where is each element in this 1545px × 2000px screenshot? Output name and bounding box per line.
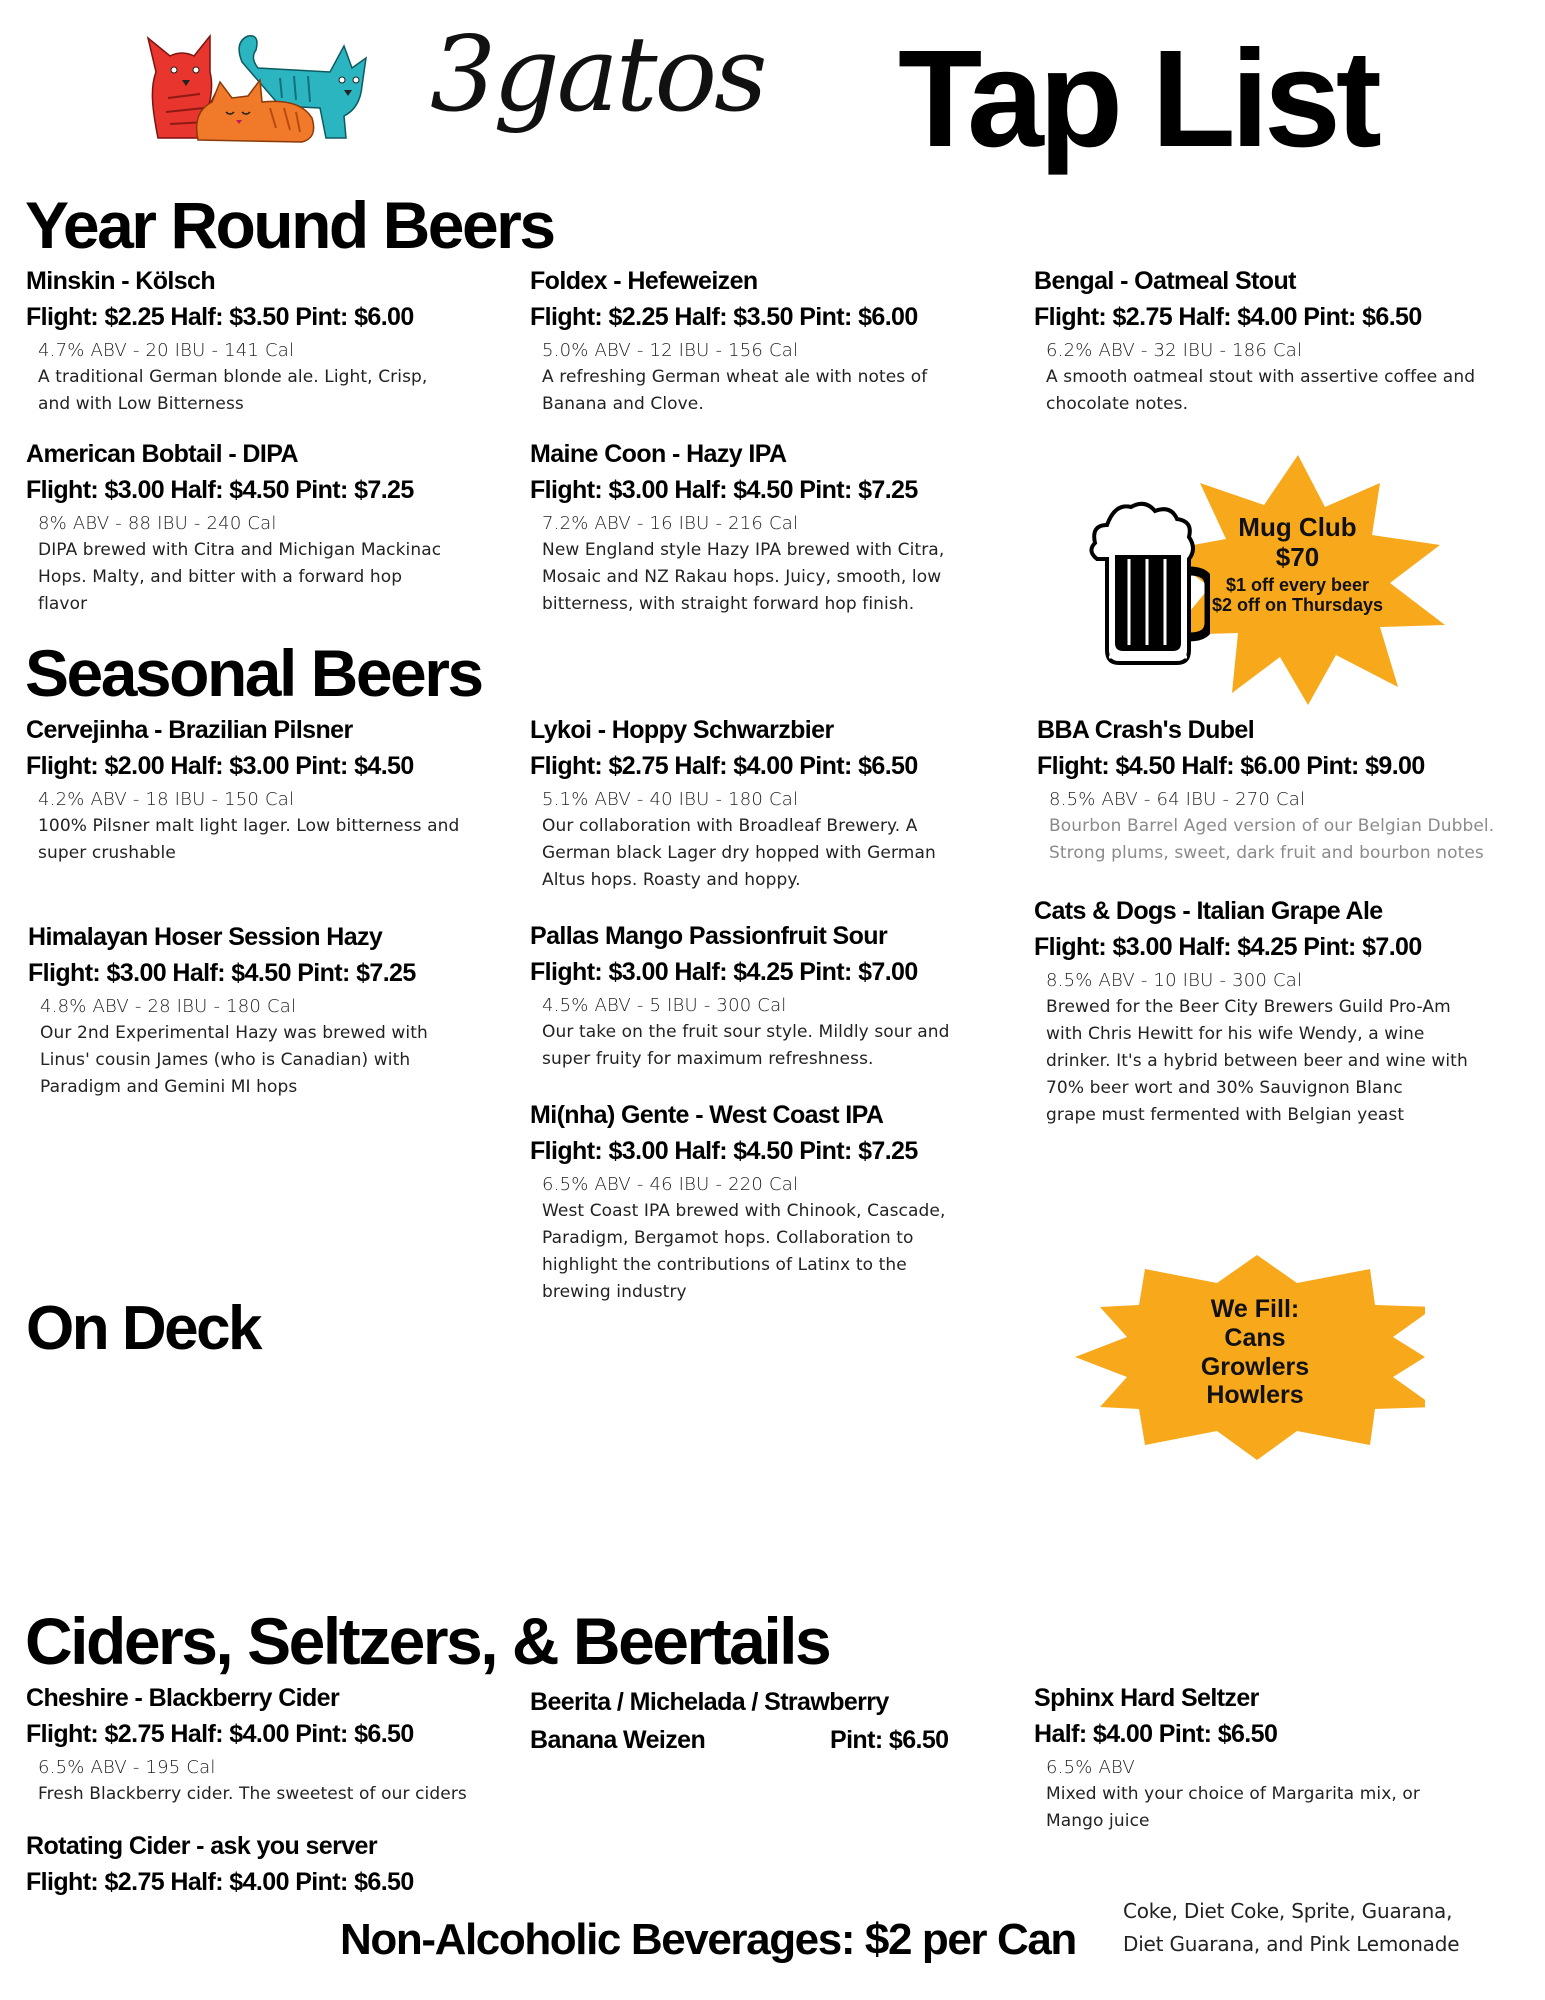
beer-prices: Flight: $2.25 Half: $3.50 Pint: $6.00 bbox=[26, 303, 414, 331]
beer-description bbox=[530, 1198, 1020, 1306]
we-fill-item: Cans bbox=[1224, 1323, 1286, 1352]
mug-club-perk: $1 off every beer bbox=[1225, 574, 1370, 595]
desc-line: grape must fermented with Belgian yeast bbox=[1046, 1105, 1405, 1125]
beer-description bbox=[530, 1019, 1020, 1073]
beer-stats: 5.1% ABV - 40 IBU - 180 Cal bbox=[542, 789, 799, 810]
beer-description bbox=[26, 813, 516, 867]
desc-line: DIPA brewed with Citra and Michigan Mackinac bbox=[38, 540, 442, 560]
seltzer-stats: 6.5% ABV bbox=[1046, 1757, 1135, 1778]
beer-item bbox=[26, 715, 526, 867]
mug-club-title: Mug Club bbox=[1238, 512, 1357, 542]
beertails-price: Pint: $6.50 bbox=[830, 1726, 949, 1754]
beer-item bbox=[1034, 266, 1534, 418]
we-fill-item: Growlers bbox=[1200, 1352, 1310, 1381]
desc-line: Mosaic and NZ Rakau hops. Juicy, smooth, low bbox=[542, 567, 942, 587]
cider-description bbox=[26, 1781, 516, 1808]
non-alcoholic-heading: Non-Alcoholic Beverages: $2 per Can bbox=[340, 1915, 1076, 1964]
cider-name: Rotating Cider - ask you server bbox=[26, 1832, 377, 1860]
na-list-line: Coke, Diet Coke, Sprite, Guarana, bbox=[1123, 1899, 1453, 1923]
beer-item bbox=[26, 439, 526, 618]
desc-line: Altus hops. Roasty and hoppy. bbox=[542, 870, 801, 890]
desc-line: Linus' cousin James (who is Canadian) with bbox=[40, 1050, 411, 1070]
desc-line: super fruity for maximum refreshness. bbox=[542, 1049, 874, 1069]
desc-line: A smooth oatmeal stout with assertive coffee and bbox=[1046, 367, 1476, 387]
desc-line: 70% beer wort and 30% Sauvignon Blanc bbox=[1046, 1078, 1403, 1098]
beer-prices: Flight: $2.25 Half: $3.50 Pint: $6.00 bbox=[530, 303, 918, 331]
beer-item bbox=[1034, 896, 1534, 1129]
beer-stats: 8.5% ABV - 64 IBU - 270 Cal bbox=[1049, 789, 1306, 810]
we-fill-item: Howlers bbox=[1206, 1381, 1304, 1410]
ciders-heading: Ciders, Seltzers, & Beertails bbox=[25, 1604, 830, 1678]
desc-line: bitterness, with straight forward hop finish. bbox=[542, 594, 915, 614]
mug-club-perk: $2 off on Thursdays bbox=[1211, 595, 1384, 616]
beer-name: Mi(nha) Gente - West Coast IPA bbox=[530, 1101, 884, 1129]
beer-stats: 4.7% ABV - 20 IBU - 141 Cal bbox=[38, 340, 295, 361]
seltzer-name: Sphinx Hard Seltzer bbox=[1034, 1684, 1259, 1712]
beer-item bbox=[530, 439, 1030, 618]
on-deck-heading: On Deck bbox=[26, 1294, 261, 1363]
desc-line: A refreshing German wheat ale with notes of bbox=[542, 367, 928, 387]
cider-prices: Flight: $2.75 Half: $4.00 Pint: $6.50 bbox=[26, 1720, 414, 1748]
desc-line: Our collaboration with Broadleaf Brewery. A bbox=[542, 816, 918, 836]
desc-line: drinker. It's a hybrid between beer and wine with bbox=[1046, 1051, 1468, 1071]
beer-prices: Flight: $4.50 Half: $6.00 Pint: $9.00 bbox=[1037, 752, 1425, 780]
desc-line: with Chris Hewitt for his wife Wendy, a wine bbox=[1046, 1024, 1425, 1044]
beer-stats: 7.2% ABV - 16 IBU - 216 Cal bbox=[542, 513, 799, 534]
beer-item bbox=[530, 266, 1030, 418]
beer-prices: Flight: $2.00 Half: $3.00 Pint: $4.50 bbox=[26, 752, 414, 780]
brand-wordmark: 3gatos bbox=[430, 13, 765, 135]
beer-name: Himalayan Hoser Session Hazy bbox=[28, 923, 383, 951]
three-cats-icon bbox=[130, 28, 430, 146]
beer-stats: 4.2% ABV - 18 IBU - 150 Cal bbox=[38, 789, 295, 810]
mug-club-price: $70 bbox=[1275, 541, 1320, 572]
beer-description bbox=[1034, 994, 1524, 1129]
beertails-names: Beerita / Michelada / Strawberry bbox=[530, 1688, 889, 1716]
seltzer-prices: Half: $4.00 Pint: $6.50 bbox=[1034, 1720, 1278, 1748]
desc-line: A traditional German blonde ale. Light, Crisp, bbox=[38, 367, 428, 387]
beer-stats: 5.0% ABV - 12 IBU - 156 Cal bbox=[542, 340, 799, 361]
desc-line: German black Lager dry hopped with German bbox=[542, 843, 936, 863]
beer-stats: 8.5% ABV - 10 IBU - 300 Cal bbox=[1046, 970, 1303, 991]
desc-line: Hops. Malty, and bitter with a forward hop bbox=[38, 567, 403, 587]
desc-line: 100% Pilsner malt light lager. Low bitterness and bbox=[38, 816, 460, 836]
desc-line: Our take on the fruit sour style. Mildly sour and bbox=[542, 1022, 950, 1042]
beer-name: BBA Crash's Dubel bbox=[1037, 716, 1255, 744]
we-fill-title: We Fill: bbox=[1210, 1295, 1300, 1323]
beertails-item bbox=[530, 1687, 1000, 1755]
desc-line: Our 2nd Experimental Hazy was brewed with bbox=[40, 1023, 428, 1043]
desc-line: New England style Hazy IPA brewed with Citra, bbox=[542, 540, 945, 560]
seasonal-heading: Seasonal Beers bbox=[25, 636, 482, 710]
seltzer-description bbox=[1034, 1781, 1524, 1835]
beer-name: Bengal - Oatmeal Stout bbox=[1034, 267, 1296, 295]
desc-line: West Coast IPA brewed with Chinook, Cascade, bbox=[542, 1201, 946, 1221]
beer-prices: Flight: $3.00 Half: $4.50 Pint: $7.25 bbox=[530, 1137, 918, 1165]
beer-description bbox=[530, 537, 1020, 618]
na-list-line: Diet Guarana, and Pink Lemonade bbox=[1123, 1932, 1460, 1956]
desc-line: Brewed for the Beer City Brewers Guild Pro-Am bbox=[1046, 997, 1451, 1017]
beer-description bbox=[530, 813, 1020, 894]
beer-prices: Flight: $3.00 Half: $4.50 Pint: $7.25 bbox=[530, 476, 918, 504]
beer-stats: 4.8% ABV - 28 IBU - 180 Cal bbox=[40, 996, 297, 1017]
desc-line: Paradigm, Bergamot hops. Collaboration to bbox=[542, 1228, 914, 1248]
beer-item bbox=[28, 922, 528, 1101]
year-round-heading: Year Round Beers bbox=[25, 188, 554, 262]
desc-line: super crushable bbox=[38, 843, 176, 863]
beer-prices: Flight: $3.00 Half: $4.50 Pint: $7.25 bbox=[26, 476, 414, 504]
beertails-names-2 bbox=[530, 1725, 1000, 1755]
desc-line: Mango juice bbox=[1046, 1811, 1150, 1831]
desc-line: Fresh Blackberry cider. The sweetest of our ciders bbox=[38, 1784, 467, 1804]
desc-line: Banana and Clove. bbox=[542, 394, 704, 414]
beer-prices: Flight: $3.00 Half: $4.25 Pint: $7.00 bbox=[530, 958, 918, 986]
beer-description bbox=[1034, 364, 1524, 418]
beer-stats: 6.5% ABV - 46 IBU - 220 Cal bbox=[542, 1174, 799, 1195]
beer-name: Cats & Dogs - Italian Grape Ale bbox=[1034, 897, 1383, 925]
beer-item bbox=[530, 921, 1030, 1073]
beertails-name: Banana Weizen bbox=[530, 1726, 706, 1754]
beer-name: Pallas Mango Passionfruit Sour bbox=[530, 922, 888, 950]
cider-prices: Flight: $2.75 Half: $4.00 Pint: $6.50 bbox=[26, 1868, 414, 1896]
cider-item bbox=[26, 1831, 526, 1897]
beer-description bbox=[28, 1020, 518, 1101]
page-title: Tap List bbox=[898, 22, 1377, 176]
desc-line: Strong plums, sweet, dark fruit and bourbon notes bbox=[1049, 843, 1484, 863]
cider-item bbox=[26, 1683, 526, 1808]
beer-description bbox=[26, 364, 516, 418]
beer-stats: 8% ABV - 88 IBU - 240 Cal bbox=[38, 513, 277, 534]
beer-prices: Flight: $2.75 Half: $4.00 Pint: $6.50 bbox=[530, 752, 918, 780]
beer-item bbox=[530, 715, 1030, 894]
beer-description bbox=[26, 537, 516, 618]
desc-line: Mixed with your choice of Margarita mix, or bbox=[1046, 1784, 1420, 1804]
beer-mug-icon bbox=[1085, 485, 1210, 670]
beer-name: Foldex - Hefeweizen bbox=[530, 267, 758, 295]
seltzer-item bbox=[1034, 1683, 1534, 1835]
beer-prices: Flight: $3.00 Half: $4.50 Pint: $7.25 bbox=[28, 959, 416, 987]
desc-line: brewing industry bbox=[542, 1282, 687, 1302]
beer-item bbox=[26, 266, 526, 418]
beer-name: Minskin - Kölsch bbox=[26, 267, 216, 295]
beer-description bbox=[530, 364, 1020, 418]
non-alcoholic-list bbox=[1123, 1895, 1459, 1961]
beer-stats: 4.5% ABV - 5 IBU - 300 Cal bbox=[542, 995, 787, 1016]
beer-prices: Flight: $3.00 Half: $4.25 Pint: $7.00 bbox=[1034, 933, 1422, 961]
beer-name: Lykoi - Hoppy Schwarzbier bbox=[530, 716, 834, 744]
desc-line: Paradigm and Gemini MI hops bbox=[40, 1077, 298, 1097]
beer-item bbox=[530, 1100, 1030, 1306]
beer-name: American Bobtail - DIPA bbox=[26, 440, 298, 468]
cider-stats: 6.5% ABV - 195 Cal bbox=[38, 1757, 216, 1778]
desc-line: and with Low Bitterness bbox=[38, 394, 244, 414]
beer-description bbox=[1037, 813, 1527, 867]
beer-prices: Flight: $2.75 Half: $4.00 Pint: $6.50 bbox=[1034, 303, 1422, 331]
desc-line: Bourbon Barrel Aged version of our Belgian Dubbel. bbox=[1049, 816, 1495, 836]
we-fill-promo bbox=[1075, 1255, 1425, 1460]
cider-name: Cheshire - Blackberry Cider bbox=[26, 1684, 340, 1712]
desc-line: flavor bbox=[38, 594, 88, 614]
beer-item bbox=[1037, 715, 1537, 867]
brand-logo bbox=[130, 13, 765, 146]
desc-line: highlight the contributions of Latinx to the bbox=[542, 1255, 907, 1275]
beer-stats: 6.2% ABV - 32 IBU - 186 Cal bbox=[1046, 340, 1303, 361]
beer-name: Cervejinha - Brazilian Pilsner bbox=[26, 716, 353, 744]
beer-name: Maine Coon - Hazy IPA bbox=[530, 440, 787, 468]
desc-line: chocolate notes. bbox=[1046, 394, 1189, 414]
